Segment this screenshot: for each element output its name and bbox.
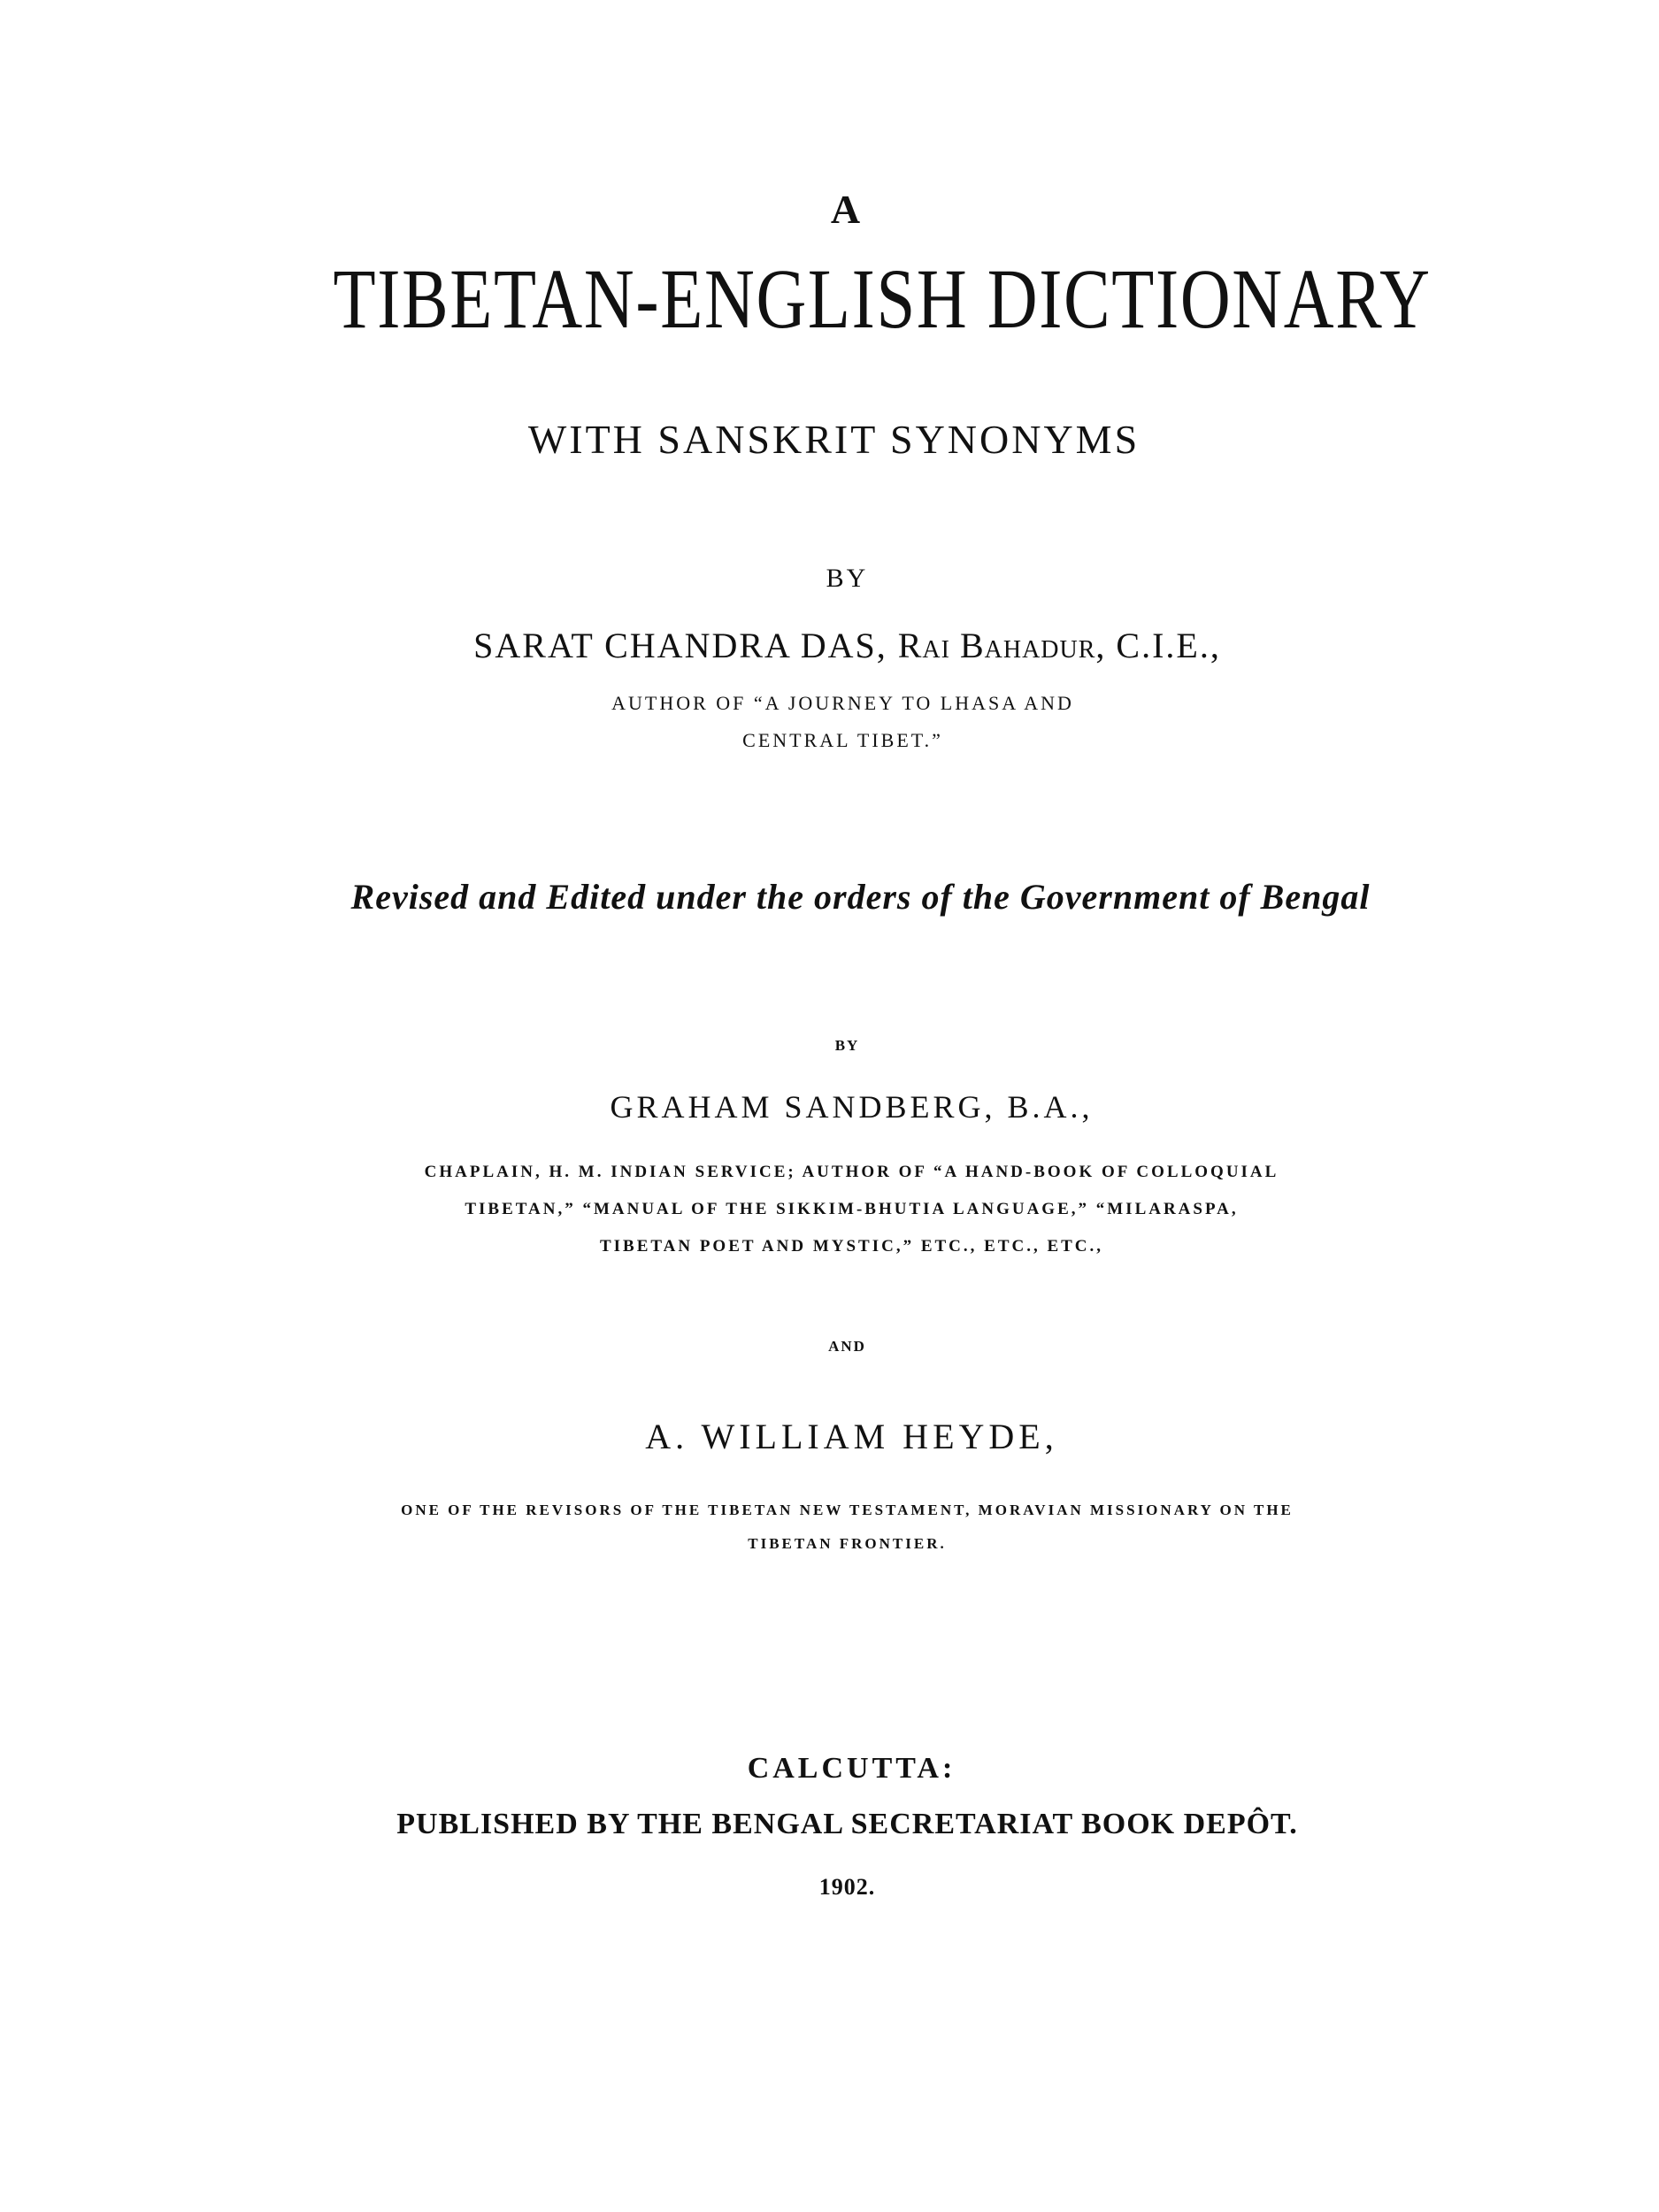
author-1-postnominal: C.I.E., — [1116, 626, 1221, 665]
author-1-credentials-line: AUTHOR OF “A JOURNEY TO LHASA AND — [611, 692, 1074, 714]
author-1 — [0, 625, 1659, 666]
revision-note: Revised and Edited under the orders of the Government of Bengal — [350, 877, 1371, 917]
author-2-credentials-line: CHAPLAIN, H. M. INDIAN SERVICE; AUTHOR OF “A HAND-BOOK OF COLLOQUIAL — [424, 1163, 1279, 1181]
author-2-credentials-line: TIBETAN POET AND MYSTIC,” ETC., ETC., ETC., — [599, 1237, 1104, 1256]
author-1-name: SARAT CHANDRA DAS, — [473, 626, 887, 665]
and-label: AND — [828, 1338, 866, 1355]
by-label-2: BY — [834, 1037, 860, 1054]
author-3-credentials-line: ONE OF THE REVISORS OF THE TIBETAN NEW TESTAMENT, MORAVIAN MISSIONARY ON THE — [401, 1502, 1294, 1518]
imprint-city: CALCUTTA: — [747, 1752, 956, 1785]
subtitle: WITH SANSKRIT SYNONYMS — [527, 417, 1141, 462]
author-3: A. WILLIAM HEYDE, — [645, 1417, 1058, 1456]
title-article: A — [830, 187, 864, 232]
imprint-publisher: PUBLISHED BY THE BENGAL SECRETARIAT BOOK DEPÔT. — [396, 1808, 1298, 1840]
author-3-credentials-line: TIBETAN FRONTIER. — [748, 1535, 947, 1552]
by-label-1: BY — [826, 564, 869, 593]
main-title: TIBETAN-ENGLISH DICTIONARY — [333, 251, 1432, 346]
author-1-credentials-line: CENTRAL TIBET.” — [742, 729, 943, 751]
author-1-honorific: Rai Bahadur, — [897, 626, 1106, 665]
author-2: GRAHAM SANDBERG, B.A., — [610, 1089, 1094, 1125]
imprint-year: 1902. — [818, 1874, 876, 1900]
author-2-credentials-line: TIBETAN,” “MANUAL OF THE SIKKIM-BHUTIA LANGUAGE,” “MILARASPA, — [465, 1200, 1239, 1218]
